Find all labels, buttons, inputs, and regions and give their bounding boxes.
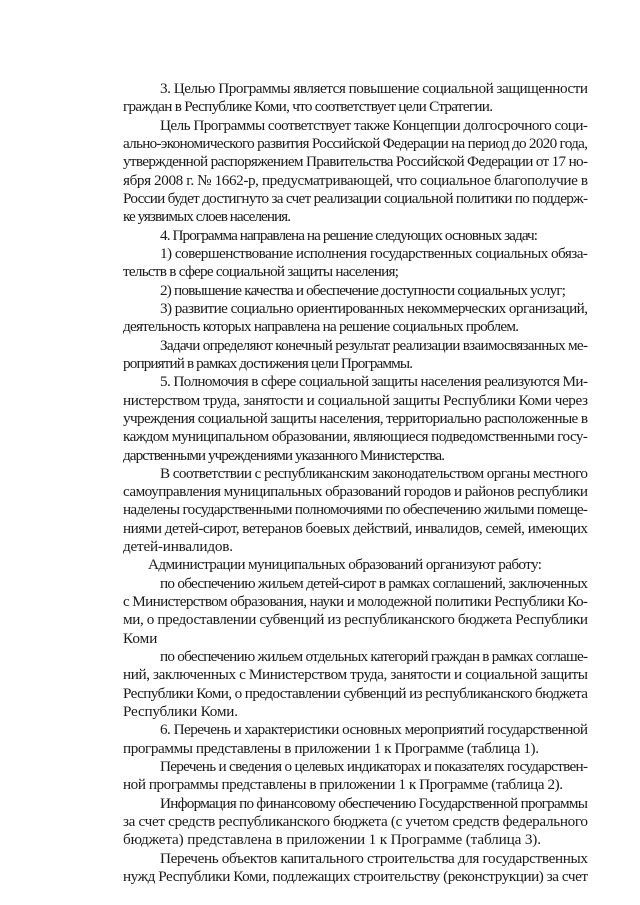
text-line: Перечень объектов капитального строительства для государственных: [160, 850, 588, 867]
text-line: ми, о предоставлении субвенций из республиканского бюджета Республики: [123, 611, 588, 628]
text-line: роприятий в рамках достижения цели Программы.: [123, 355, 413, 372]
text-line: 4. Программа направлена на решение следующих основных задач:: [160, 227, 538, 244]
text-line: дарственными учреждениями указанного Министерства.: [123, 447, 445, 464]
text-line: Республики Коми.: [123, 703, 238, 720]
text-line: за счет средств республиканского бюджета (с учетом средств федерального: [123, 813, 588, 830]
text-line: граждан в Республике Коми, что соответствует цели Стратегии.: [123, 98, 493, 115]
text-line: ке уязвимых слоев населения.: [123, 208, 291, 225]
text-line: 3. Целью Программы является повышение социальной защищенности: [160, 80, 588, 97]
text-line: В соответствии с республиканским законодательством органы местного: [160, 465, 588, 482]
text-line: 1) совершенствование исполнения государственных социальных обяза-: [160, 245, 588, 262]
text-line: 3) развитие социально ориентированных некоммерческих организаций,: [160, 300, 588, 317]
text-line: детей-инвалидов.: [123, 538, 233, 555]
text-line: ября 2008 г. № 1662-р, предусматривающей, что социальное благополучие в: [123, 172, 588, 189]
text-line: нистерством труда, занятости и социальной защиты Республики Коми через: [123, 392, 588, 409]
text-line: тельств в сфере социальной защиты населения;: [123, 263, 399, 280]
text-line: с Министерством образования, науки и молодежной политики Республики Ко-: [123, 593, 588, 610]
text-line: ально-экономического развития Российской Федерации на период до 2020 года,: [123, 135, 588, 152]
text-line: Администрации муниципальных образований организуют работу:: [148, 556, 542, 573]
text-line: России будет достигнуто за счет реализации социальной политики по поддерж-: [123, 190, 588, 207]
text-line: нужд Республики Коми, подлежащих строительству (реконструкции) за счет: [123, 868, 588, 885]
text-line: Республики Коми, о предоставлении субвенций из республиканского бюджета: [123, 685, 588, 702]
text-line: Коми: [123, 630, 158, 647]
text-line: 2) повышение качества и обеспечение доступности социальных услуг;: [160, 282, 566, 299]
text-line: бюджета) представлена в приложении 1 к Программе (таблица 3).: [123, 831, 541, 848]
text-line: ной программы представлены в приложении 1 к Программе (таблица 2).: [123, 776, 563, 793]
text-line: самоуправления муниципальных образований городов и районов республики: [123, 483, 588, 500]
text-line: Перечень и сведения о целевых индикаторах и показателях государствен-: [160, 758, 588, 775]
text-line: программы представлены в приложении 1 к Программе (таблица 1).: [123, 740, 539, 757]
text-line: учреждения социальной защиты населения, территориально расположенные в: [123, 410, 588, 427]
text-line: 5. Полномочия в сфере социальной защиты населения реализуются Ми-: [160, 373, 588, 390]
text-line: наделены государственными полномочиями по обеспечению жилыми помеще-: [123, 501, 588, 518]
text-line: Цель Программы соответствует также Концепции долгосрочного соци-: [160, 117, 588, 134]
text-line: утвержденной распоряжением Правительства Российской Федерации от 17 но-: [123, 153, 588, 170]
text-line: 6. Перечень и характеристики основных мероприятий государственной: [160, 721, 588, 738]
text-line: каждом муниципальном образовании, являющиеся подведомственными госу-: [123, 428, 588, 445]
text-line: по обеспечению жильем отдельных категорий граждан в рамках соглаше-: [160, 648, 588, 665]
text-line: Задачи определяют конечный результат реализации взаимосвязанных ме-: [160, 337, 588, 354]
text-line: деятельность которых направлена на решение социальных проблем.: [123, 318, 519, 335]
text-line: ний, заключенных с Министерством труда, занятости и социальной защиты: [123, 666, 588, 683]
text-line: Информация по финансовому обеспечению Государственной программы: [160, 795, 588, 812]
text-line: ниями детей-сирот, ветеранов боевых действий, инвалидов, семей, имеющих: [123, 520, 588, 537]
text-line: по обеспечению жильем детей-сирот в рамках соглашений, заключенных: [160, 575, 588, 592]
